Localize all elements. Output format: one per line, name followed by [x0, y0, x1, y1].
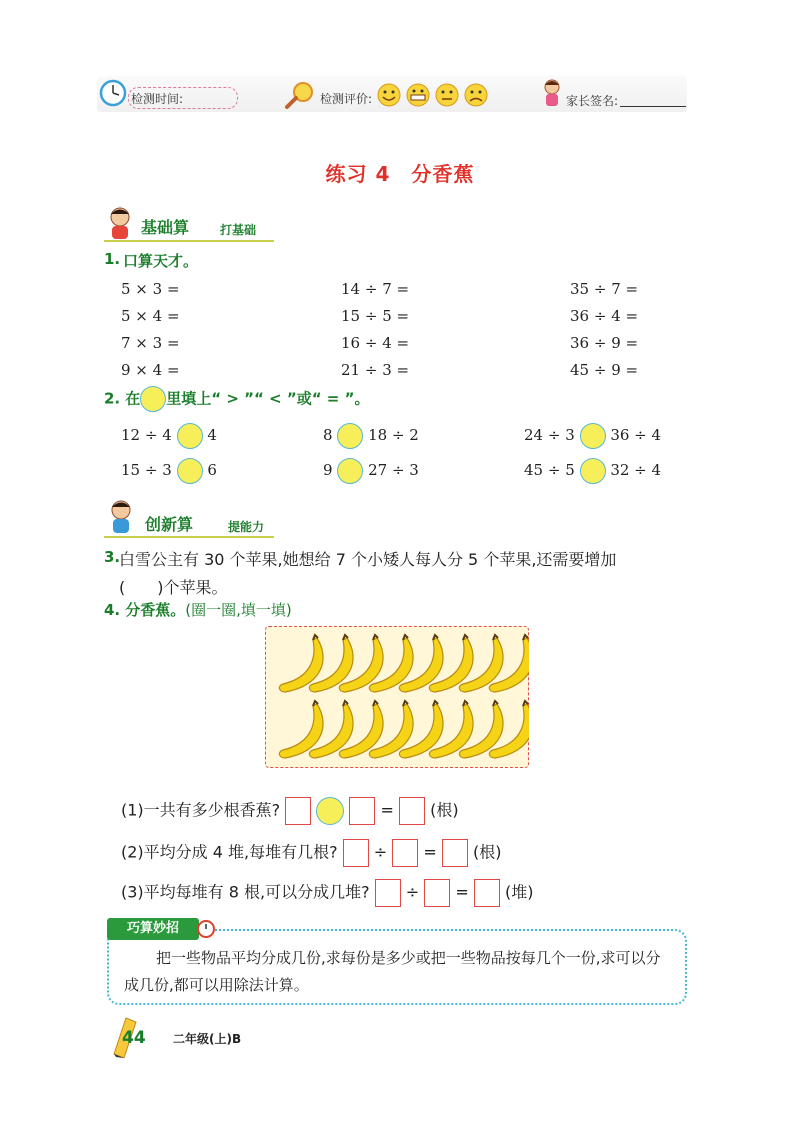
q3-line2: ( )个苹果。	[119, 578, 228, 597]
q2-right: 32 ÷ 4	[610, 461, 662, 479]
q2-item	[524, 458, 661, 484]
answer-box[interactable]	[474, 879, 500, 907]
section-basic-title: 基础算	[141, 218, 190, 237]
equals-sign: =	[380, 800, 394, 820]
q2-item	[323, 423, 419, 449]
equals-sign: =	[423, 842, 437, 862]
q2-item	[121, 458, 217, 484]
q4-text: 分香蕉。	[125, 601, 186, 619]
q1-item: 5 × 3 =	[121, 280, 180, 298]
answer-box[interactable]	[442, 839, 468, 867]
sign-label: 家长签名:	[566, 94, 619, 108]
answer-box[interactable]	[343, 839, 369, 867]
q2-left: 45 ÷ 5	[524, 461, 575, 479]
q3-line1: 白雪公主有 30 个苹果,她想给 7 个小矮人每人分 5 个苹果,还需要增加	[119, 550, 617, 569]
tip-text: 把一些物品平均分成几份,求每份是多少或把一些物品按每几个一份,求可以分成几份,都可以用除法计算。	[124, 949, 661, 994]
q4-sub3	[121, 879, 533, 907]
answer-box[interactable]	[349, 797, 375, 825]
child-icon	[540, 78, 564, 110]
grade-label: 二年级(上)B	[173, 1032, 242, 1046]
q2-text-a: 在	[125, 389, 141, 408]
operator-circle[interactable]	[316, 797, 344, 825]
alarm-clock-icon	[196, 917, 216, 939]
q2-left: 9	[323, 461, 333, 479]
kid-mascot-icon	[104, 498, 140, 538]
q4-prompt	[104, 599, 292, 620]
q1-col1	[121, 276, 180, 384]
q2-left: 12 ÷ 4	[121, 426, 172, 444]
q4-number: 4.	[104, 601, 121, 619]
q1-col2	[341, 276, 409, 384]
answer-box[interactable]	[285, 797, 311, 825]
answer-box[interactable]	[392, 839, 418, 867]
q1-text: 口算天才。	[123, 252, 199, 270]
q4-hint: (圈一圈,填一填)	[185, 601, 292, 619]
sign-line[interactable]	[620, 106, 686, 107]
equals-sign: =	[455, 882, 469, 902]
q2-item	[121, 423, 217, 449]
page-title: 练习 4 分香蕉	[325, 162, 475, 186]
q2-left: 24 ÷ 3	[524, 426, 575, 444]
q1-item: 36 ÷ 9 =	[570, 334, 639, 352]
answer-circle	[140, 386, 166, 412]
eval-label: 检测评价:	[320, 92, 373, 106]
q3-text	[119, 546, 616, 602]
q1-item: 7 × 3 =	[121, 334, 180, 352]
face-ratings[interactable]	[376, 82, 488, 108]
answer-box[interactable]	[424, 879, 450, 907]
happy-face-icon	[378, 84, 400, 106]
q1-item: 5 × 4 =	[121, 307, 180, 325]
divide-sign: ÷	[405, 882, 420, 902]
q2-left: 15 ÷ 3	[121, 461, 172, 479]
q4-sub2	[121, 839, 501, 867]
q4-sub3-label: (3)平均每堆有 8 根,可以分成几堆?	[121, 882, 370, 902]
q1-item: 21 ÷ 3 =	[341, 361, 410, 379]
compare-circle[interactable]	[177, 458, 203, 484]
compare-circle[interactable]	[580, 423, 606, 449]
q1-item: 9 × 4 =	[121, 361, 180, 379]
q2-right: 36 ÷ 4	[610, 426, 662, 444]
q2-number: 2.	[104, 389, 121, 408]
section-creative-sub: 提能力	[228, 520, 265, 534]
q2-right: 4	[207, 426, 217, 444]
q1-item: 16 ÷ 4 =	[341, 334, 410, 352]
sad-face-icon	[465, 84, 487, 106]
compare-circle[interactable]	[337, 423, 363, 449]
q1-col3	[570, 276, 638, 384]
kid-mascot-icon	[104, 205, 136, 241]
q4-sub1	[121, 797, 459, 825]
q2-item	[323, 458, 419, 484]
q2-left: 8	[323, 426, 333, 444]
q2-right: 27 ÷ 3	[368, 461, 419, 479]
q2-prompt	[104, 386, 369, 412]
tip-label: 巧算妙招	[107, 918, 199, 940]
q2-right: 18 ÷ 2	[368, 426, 419, 444]
time-label: 检测时间:	[131, 92, 184, 106]
q2-text-b: 里填上“ > ”“ < ”或“ = ”。	[166, 389, 370, 408]
q4-sub2-unit: (根)	[472, 842, 502, 862]
section-basic-sub: 打基础	[220, 223, 257, 237]
q3-number: 3.	[104, 548, 121, 566]
q2-item	[524, 423, 661, 449]
compare-circle[interactable]	[337, 458, 363, 484]
q4-sub1-label: (1)一共有多少根香蕉?	[121, 800, 281, 820]
divide-sign: ÷	[373, 842, 388, 862]
worried-face-icon	[436, 84, 458, 106]
page-number: 44	[122, 1028, 146, 1048]
q1-item: 36 ÷ 4 =	[570, 307, 639, 325]
section-creative-title: 创新算	[145, 515, 194, 534]
answer-box[interactable]	[375, 879, 401, 907]
q1-item: 35 ÷ 7 =	[570, 280, 639, 298]
q2-right: 6	[207, 461, 217, 479]
compare-circle[interactable]	[177, 423, 203, 449]
clock-icon	[98, 78, 128, 108]
q1-number: 1.	[104, 250, 121, 268]
compare-circle[interactable]	[580, 458, 606, 484]
q4-sub3-unit: (堆)	[504, 882, 534, 902]
q1-item: 45 ÷ 9 =	[570, 361, 639, 379]
grin-face-icon	[407, 84, 429, 106]
magnifier-icon	[283, 80, 317, 110]
q4-sub1-unit: (根)	[430, 800, 459, 820]
banana-group[interactable]	[265, 626, 529, 768]
q4-sub2-label: (2)平均分成 4 堆,每堆有几根?	[121, 842, 338, 862]
answer-box[interactable]	[399, 797, 425, 825]
q1-item: 14 ÷ 7 =	[341, 280, 410, 298]
q1-item: 15 ÷ 5 =	[341, 307, 410, 325]
